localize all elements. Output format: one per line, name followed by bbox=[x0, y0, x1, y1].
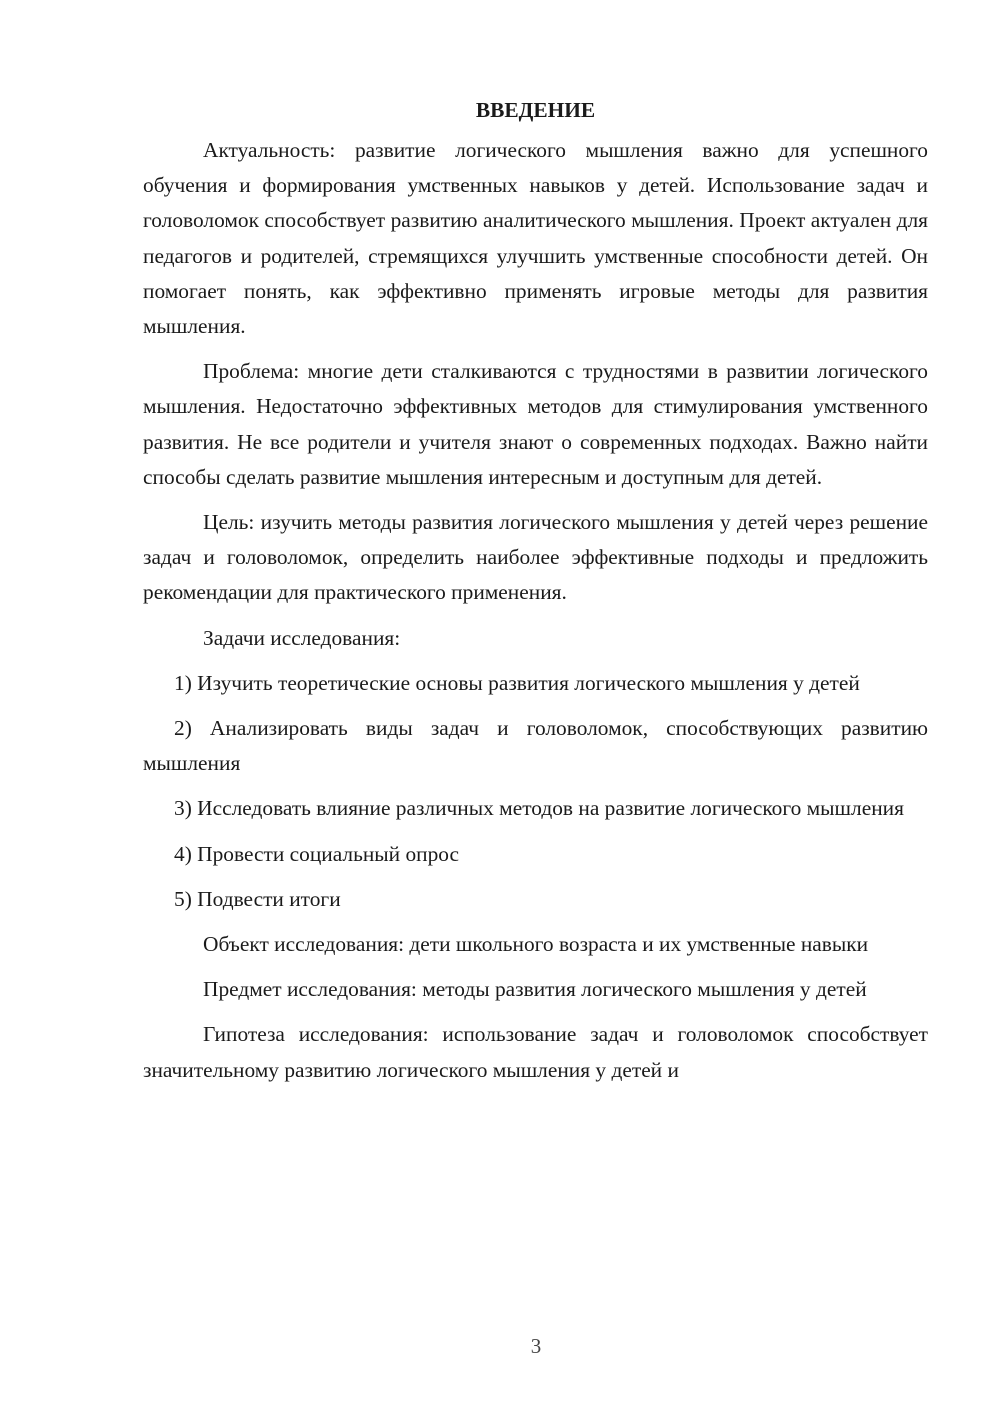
page-number: 3 bbox=[530, 1334, 542, 1358]
hypothesis-paragraph: Гипотеза исследования: использование задач и головоломок способствует значительному развитию логического мышления у детей и bbox=[143, 1022, 928, 1082]
section-title: ВВЕДЕНИЕ bbox=[475, 98, 596, 122]
subject-paragraph: Предмет исследования: методы развития логического мышления у детей bbox=[203, 977, 867, 1002]
relevance-paragraph: Актуальность: развитие логического мышления важно для успешного обучения и формирования умственных навыков у детей. Использование задач и головоломок способствует развитию аналитического мышления. Проект актуален для педагогов и родителей, стремящихся улучшить умственные способности детей. Он помогает понять, как эффективно применять игровые методы для развития мышления. bbox=[143, 138, 928, 339]
task-item-3: 3) Исследовать влияние различных методов на развитие логического мышления bbox=[174, 796, 904, 821]
document-page bbox=[143, 92, 928, 1098]
task-item-2: 2) Анализировать виды задач и головоломок, способствующих развитию мышления bbox=[143, 716, 928, 776]
tasks-heading: Задачи исследования: bbox=[203, 625, 401, 650]
goal-paragraph: Цель: изучить методы развития логического мышления у детей через решение задач и головоломок, определить наиболее эффективные подходы и предложить рекомендации для практического применения. bbox=[143, 510, 928, 605]
task-item-1: 1) Изучить теоретические основы развития логического мышления у детей bbox=[174, 670, 860, 695]
object-paragraph: Объект исследования: дети школьного возраста и их умственные навыки bbox=[203, 932, 869, 957]
task-item-4: 4) Провести социальный опрос bbox=[174, 841, 460, 866]
task-item-5: 5) Подвести итоги bbox=[174, 886, 341, 911]
problem-paragraph: Проблема: многие дети сталкиваются с трудностями в развитии логического мышления. Недостаточно эффективных методов для стимулирования умственного развития. Не все родители и учителя знают о современных подходах. Важно найти способы сделать развитие мышления интересным и доступным для детей. bbox=[143, 359, 928, 489]
